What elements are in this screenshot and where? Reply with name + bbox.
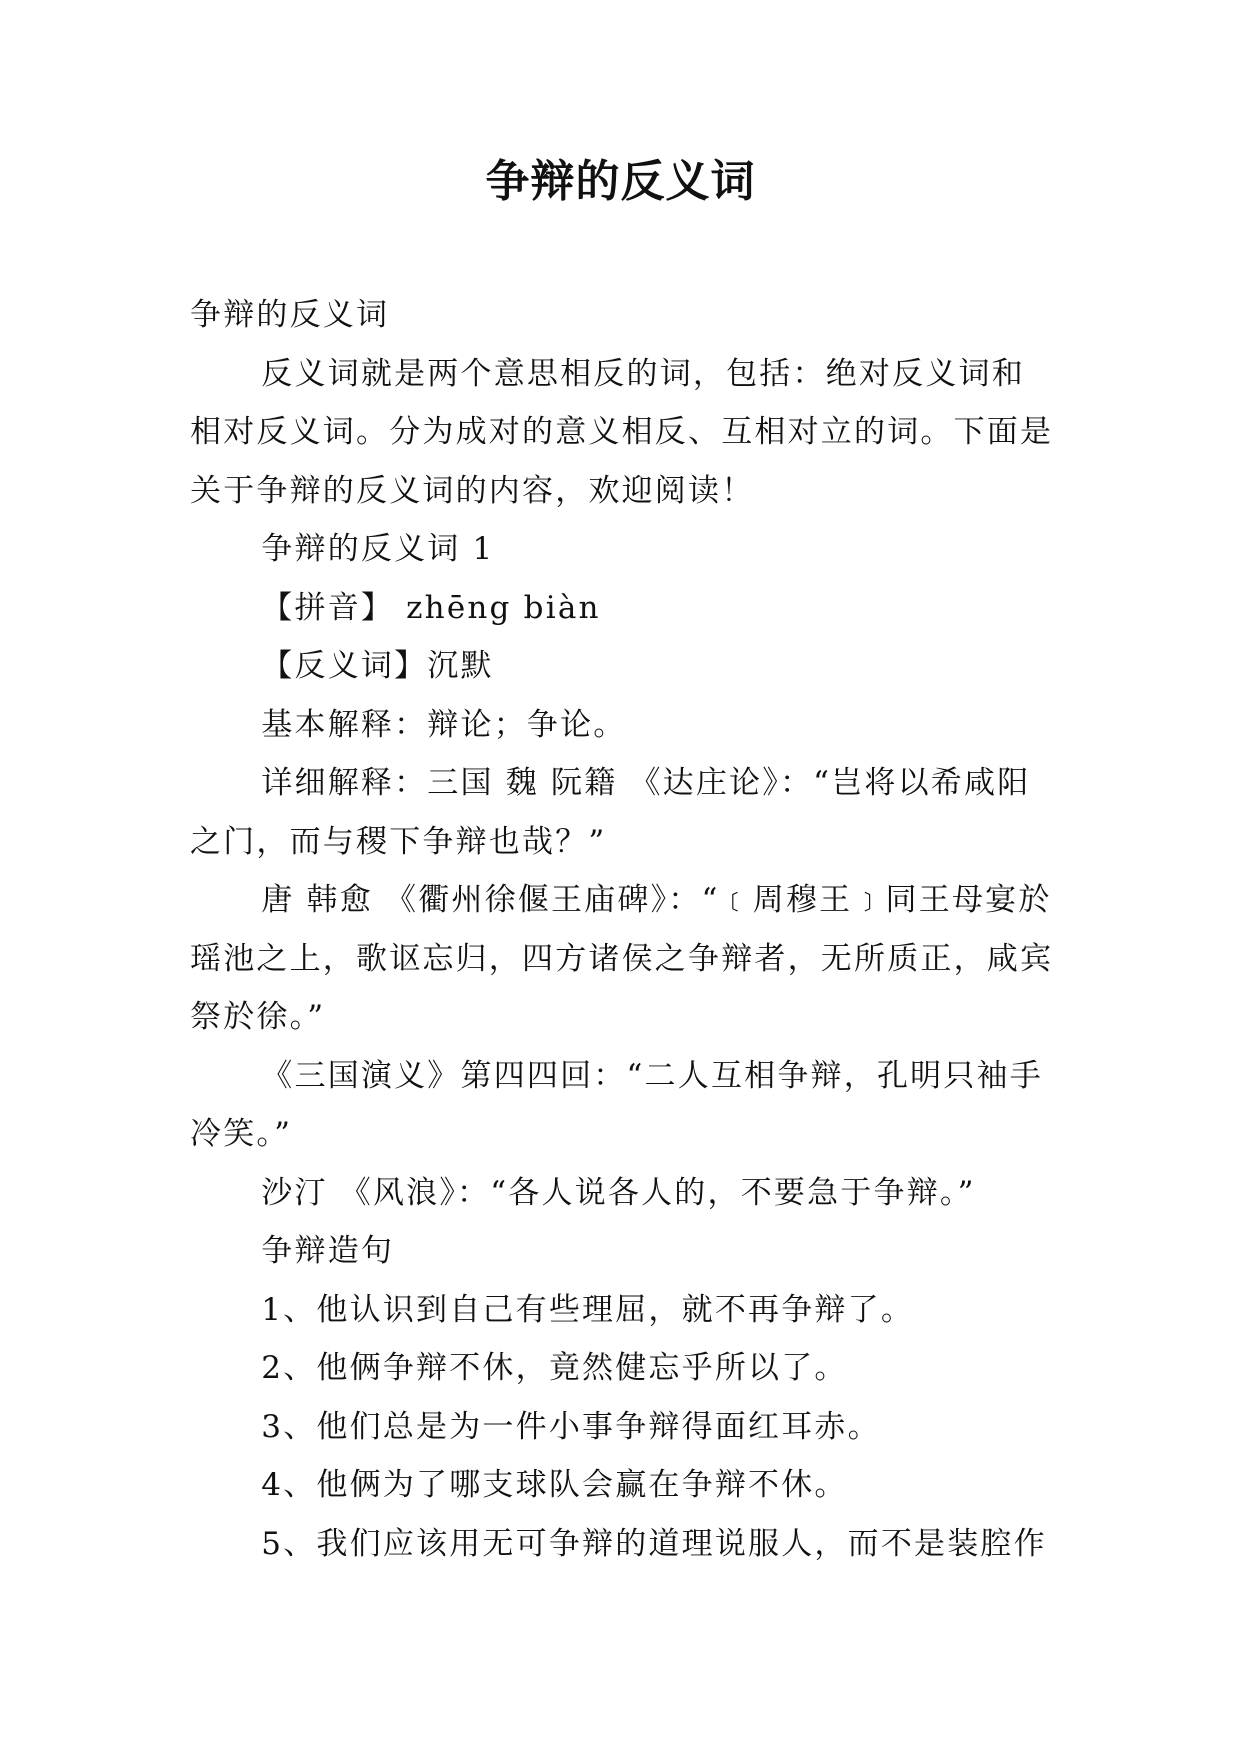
body-paragraph: 【反义词】沉默 (261, 648, 494, 684)
body-paragraph: 基本解释：辩论；争论。 (261, 706, 627, 743)
body-paragraph: 唐 韩愈 《衢州徐偃王庙碑》：“﹝周穆王﹞同王母宴於瑶池之上，歌讴忘归，四方诸侯之争辩者，无所质正，咸宾祭於徐。” (190, 882, 1054, 1035)
body-paragraph: 2、他俩争辩不休，竟然健忘乎所以了。 (261, 1350, 848, 1386)
body-paragraph: 争辩造句 (261, 1233, 395, 1269)
body-paragraph: 《三国演义》第四四回：“二人互相争辩，孔明只袖手冷笑。” (190, 1057, 1043, 1152)
body-paragraph: 沙汀 《风浪》：“各人说各人的，不要急于争辩。” (261, 1174, 976, 1211)
document-subtitle: 争辩的反义词 (190, 297, 390, 333)
body-paragraph: 【拼音】 zhēng biàn (261, 589, 601, 626)
body-paragraph: 反义词就是两个意思相反的词，包括：绝对反义词和相对反义词。分为成对的意义相反、互相对立的词。下面是关于争辩的反义词的内容，欢迎阅读！ (190, 355, 1054, 509)
document-title: 争辩的反义词 (485, 156, 756, 207)
body-paragraph: 1、他认识到自己有些理屈，就不再争辩了。 (261, 1291, 915, 1328)
body-paragraph: 3、他们总是为一件小事争辩得面红耳赤。 (261, 1408, 881, 1445)
body-paragraph: 争辩的反义词 1 (261, 531, 495, 567)
document-body (190, 286, 1054, 1573)
body-paragraph: 5、我们应该用无可争辩的道理说服人，而不是装腔作 (261, 1525, 1047, 1562)
body-paragraph: 4、他俩为了哪支球队会赢在争辩不休。 (261, 1467, 848, 1503)
body-paragraph: 详细解释：三国 魏 阮籍 《达庄论》：“岂将以希咸阳之门，而与稷下争辩也哉？” (190, 765, 1031, 860)
